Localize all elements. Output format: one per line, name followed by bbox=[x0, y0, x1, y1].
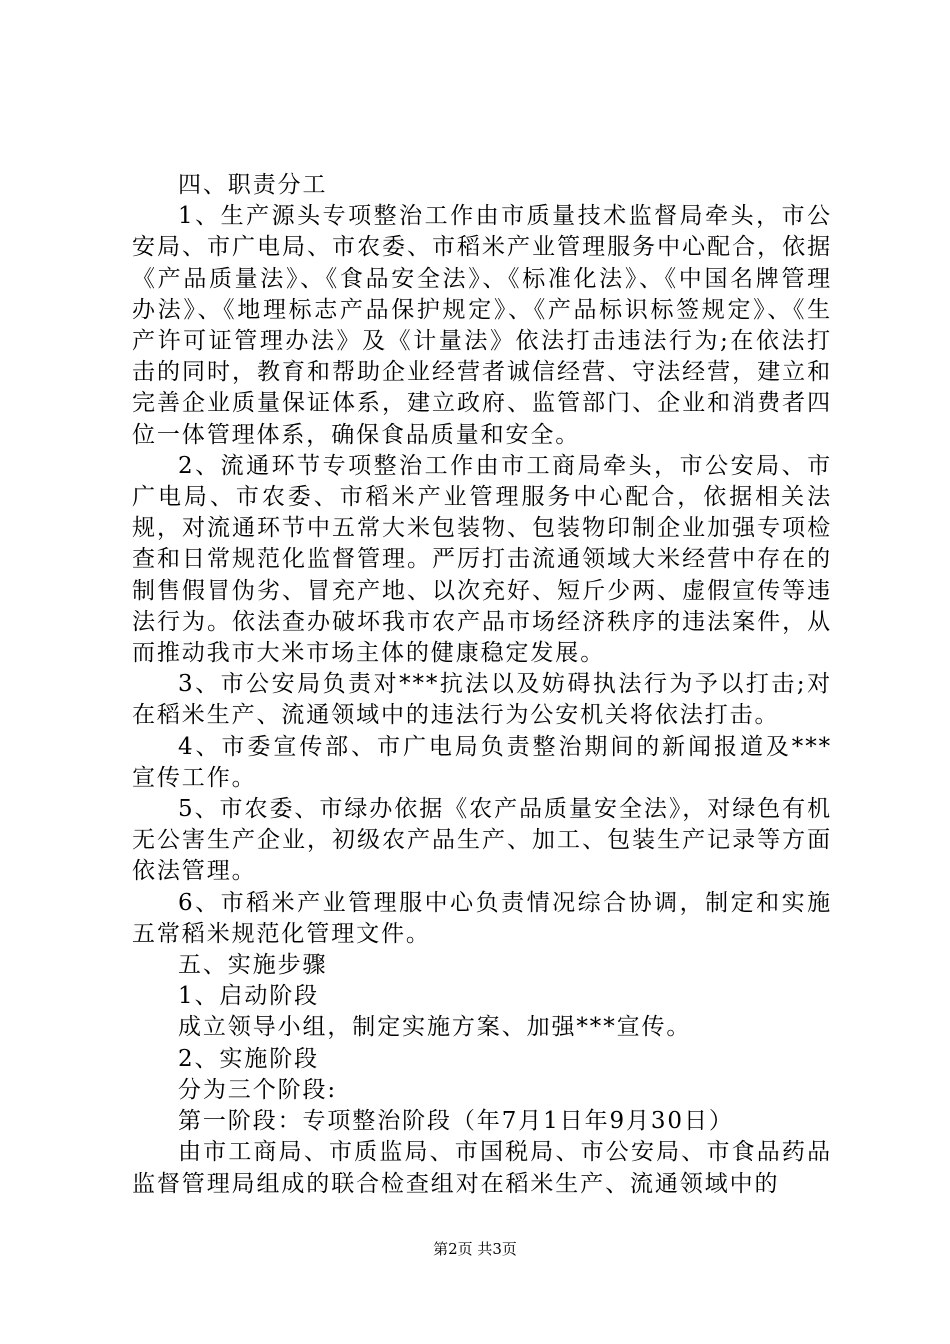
paragraph-publicity: 4、市委宣传部、市广电局负责整治期间的新闻报道及***宣传工作。 bbox=[132, 733, 832, 791]
paragraph-agriculture: 5、市农委、市绿办依据《农产品质量安全法》，对绿色有机无公害生产企业，初级农产品生产、加工、包装生产记录等方面依法管理。 bbox=[132, 796, 832, 885]
document-body bbox=[132, 170, 832, 1200]
step-implement-heading: 2、实施阶段 bbox=[178, 1045, 320, 1072]
step-implement-text: 分为三个阶段: bbox=[178, 1076, 338, 1103]
page-footer: 第2页 共3页 bbox=[433, 1240, 517, 1258]
paragraph-public-security: 3、市公安局负责对***抗法以及妨碍执法行为予以打击;对在稻米生产、流通领域中的违法行为公安机关将依法打击。 bbox=[132, 671, 832, 729]
section-heading-steps: 五、实施步骤 bbox=[178, 952, 328, 979]
paragraph-circulation: 2、流通环节专项整治工作由市工商局牵头，市公安局、市广电局、市农委、市稻米产业管理服务中心配合，依据相关法规，对流通环节中五常大米包装物、包装物印制企业加强专项检查和日常规范化监督管理。严厉打击流通领域大米经营中存在的制售假冒伪劣、冒充产地、以次充好、短斤少两、虚假宣传等违法行为。依法查办破坏我市农产品市场经济秩序的违法案件，从而推动我市大米市场主体的健康稳定发展。 bbox=[132, 452, 832, 667]
step-launch-text: 成立领导小组，制定实施方案、加强***宣传。 bbox=[178, 1014, 692, 1041]
phase-one-heading: 第一阶段：专项整治阶段（年7月1日年9月30日） bbox=[178, 1108, 734, 1135]
paragraph-rice-center: 6、市稻米产业管理服中心负责情况综合协调，制定和实施五常稻米规范化管理文件。 bbox=[132, 889, 832, 947]
paragraph-production-source: 1、生产源头专项整治工作由市质量技术监督局牵头，市公安局、市广电局、市农委、市稻米产业管理服务中心配合，依据《产品质量法》、《食品安全法》、《标准化法》、《中国名牌管理办法》、《地理标志产品保护规定》、《产品标识标签规定》、《生产许可证管理办法》及《计量法》依法打击违法行为;在依法打击的同时，教育和帮助企业经营者诚信经营、守法经营，建立和完善企业质量保证体系，建立政府、监管部门、企业和消费者四位一体管理体系，确保食品质量和安全。 bbox=[132, 203, 832, 448]
step-launch-heading: 1、启动阶段 bbox=[178, 983, 320, 1010]
section-heading-duties: 四、职责分工 bbox=[178, 172, 328, 198]
phase-one-text: 由市工商局、市质监局、市国税局、市公安局、市食品药品监督管理局组成的联合检查组对在稻米生产、流通领域中的 bbox=[132, 1139, 832, 1197]
